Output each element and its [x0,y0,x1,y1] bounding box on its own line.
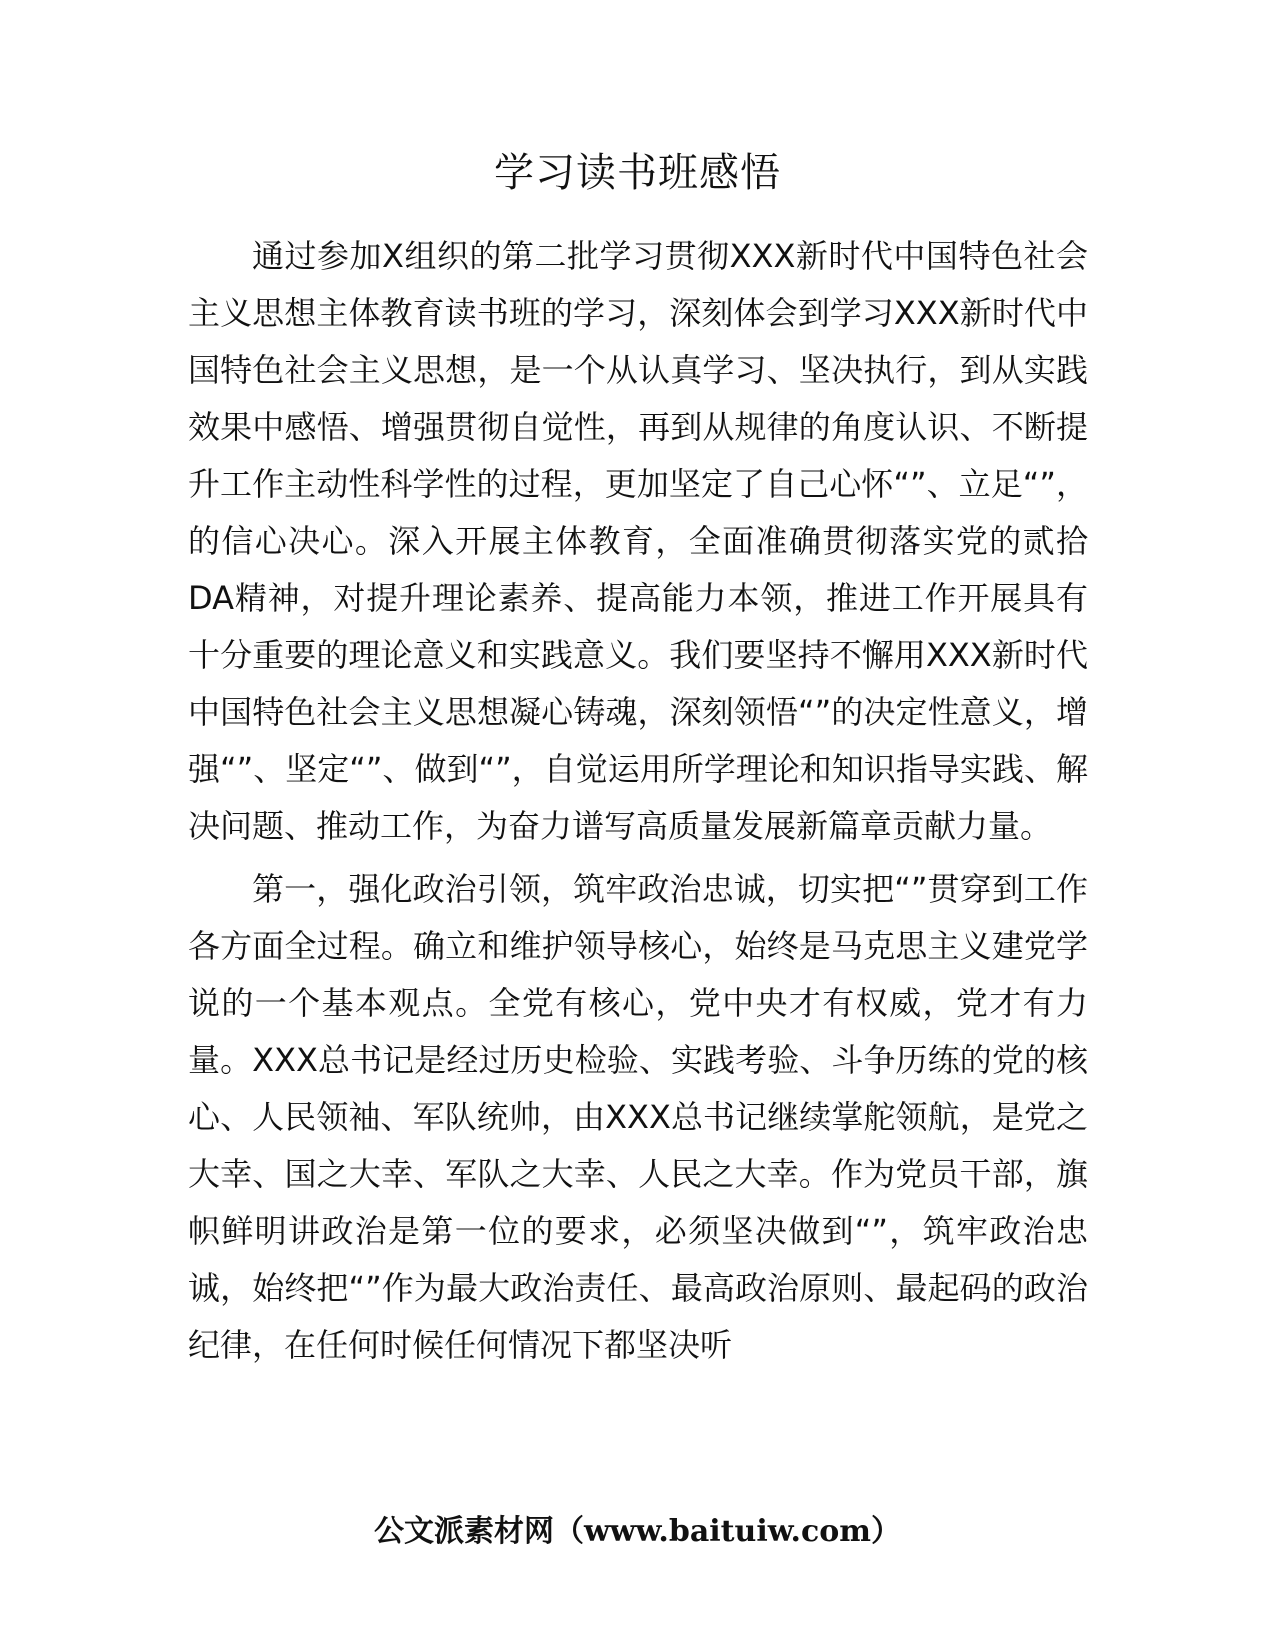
footer-watermark: 公文派素材网（www.baituiw.com） [373,1514,902,1549]
paragraph: 第一，强化政治引领，筑牢政治忠诚，切实把“”贯穿到工作各方面全过程。确立和维护领导核心，始终是马克思主义建党学说的一个基本观点。全党有核心，党中央才有权威，党才有力量。XXX总书记是经过历史检验、实践考验、斗争历练的党的核心、人民领袖、军队统帅，由XXX总书记继续掌舵领航，是党之大幸、国之大幸、军队之大幸、人民之大幸。作为党员干部，旗帜鲜明讲政治是第一位的要求，必须坚决做到“”，筑牢政治忠诚，始终把“”作为最大政治责任、最高政治原则、最起码的政治纪律，在任何时候任何情况下都坚决听 [188,870,1088,1364]
paragraph: 通过参加X组织的第二批学习贯彻XXX新时代中国特色社会主义思想主体教育读书班的学习，深刻体会到学习XXX新时代中国特色社会主义思想，是一个从认真学习、坚决执行，到从实践效果中感悟、增强贯彻自觉性，再到从规律的角度认识、不断提升工作主动性科学性的过程，更加坚定了自己心怀“”、立足“”，的信心决心。深入开展主体教育，全面准确贯彻落实党的贰拾DA精神，对提升理论素养、提高能力本领，推进工作开展具有十分重要的理论意义和实践意义。我们要坚持不懈用XXX新时代中国特色社会主义思想凝心铸魂，深刻领悟“”的决定性意义，增强“”、坚定“”、做到“”，自觉运用所学理论和知识指导实践、解决问题、推动工作，为奋力谱写高质量发展新篇章贡献力量。 [188,237,1088,845]
page-title: 学习读书班感悟 [494,150,781,196]
document-body [188,228,1088,1374]
